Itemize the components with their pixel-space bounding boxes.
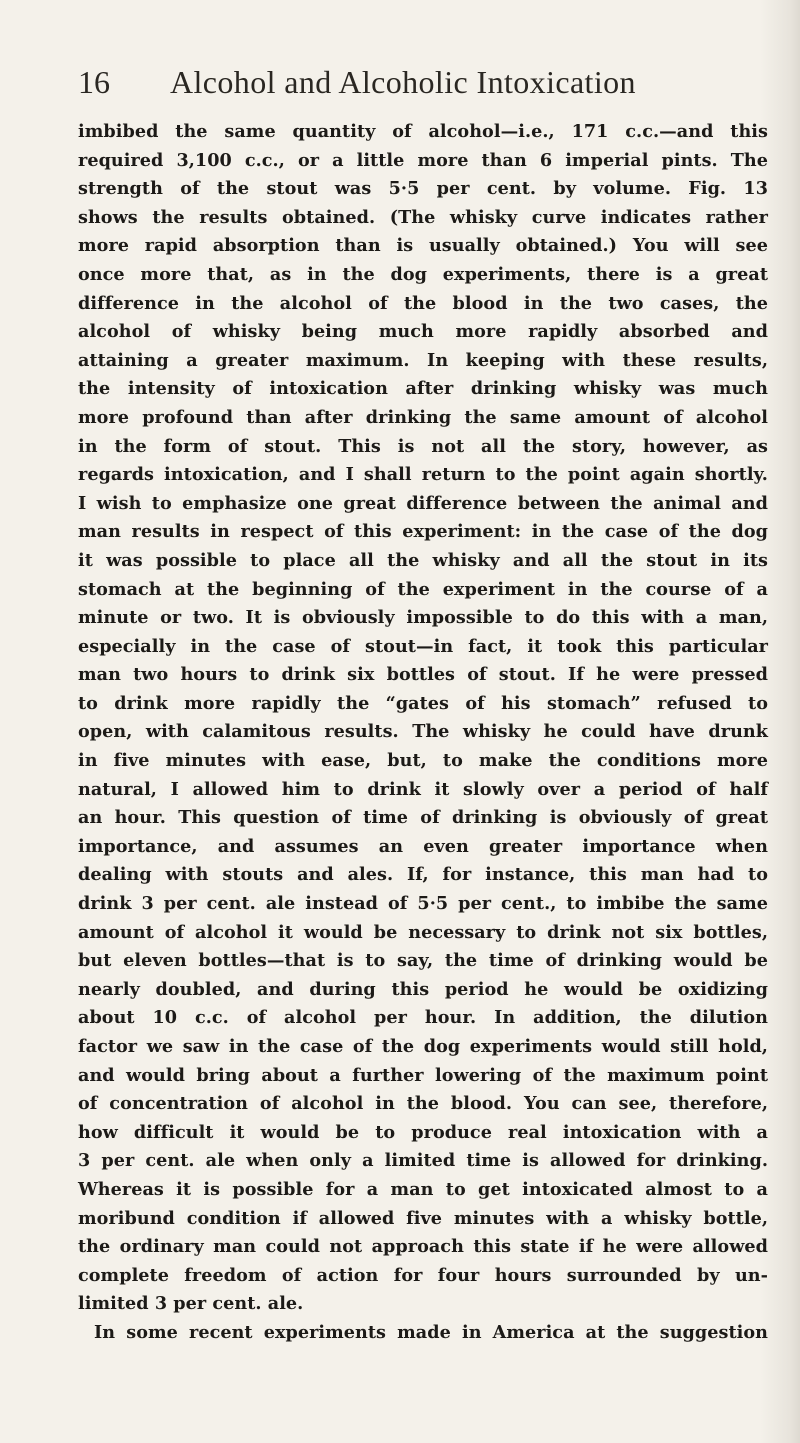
text-line: I wish to emphasize one great difference between the animal and: [78, 492, 768, 514]
text-line: difference in the alcohol of the blood in the two cases, the: [78, 292, 768, 314]
body-text: [78, 118, 768, 1348]
text-line: man two hours to drink six bottles of stout. If he were pressed: [78, 664, 768, 686]
text-line: to drink more rapidly the “gates of his stomach” refused to: [78, 692, 768, 714]
text-line: open, with calamitous results. The whisky he could have drunk: [78, 721, 768, 743]
text-line: regards intoxication, and I shall return to the point again shortly.: [78, 464, 768, 486]
page-header: [78, 62, 718, 106]
text-line: amount of alcohol it would be necessary to drink not six bottles,: [78, 921, 768, 943]
text-line: importance, and assumes an even greater importance when: [78, 835, 768, 857]
text-line: an hour. This question of time of drinking is obviously of great: [78, 807, 768, 829]
text-line: in five minutes with ease, but, to make the conditions more: [78, 750, 768, 772]
text-line: Whereas it is possible for a man to get intoxicated almost to a: [78, 1178, 768, 1200]
text-line: required 3,100 c.c., or a little more than 6 imperial pints. The: [78, 149, 768, 171]
text-line: strength of the stout was 5·5 per cent. by volume. Fig. 13: [78, 178, 768, 200]
text-line: 3 per cent. ale when only a limited time is allowed for drinking.: [78, 1150, 768, 1172]
text-line: natural, I allowed him to drink it slowly over a period of half: [78, 778, 768, 800]
text-line: how difficult it would be to produce real intoxication with a: [78, 1121, 768, 1143]
page-number: 16: [78, 64, 110, 100]
text-line: in the form of stout. This is not all the story, however, as: [78, 435, 768, 457]
text-line-paragraph-start: In some recent experiments made in America at the suggestion: [94, 1321, 768, 1343]
text-line: stomach at the beginning of the experiment in the course of a: [78, 578, 768, 600]
text-line: imbibed the same quantity of alcohol—i.e., 171 c.c.—and this: [78, 121, 768, 142]
text-line: dealing with stouts and ales. If, for instance, this man had to: [78, 864, 768, 886]
text-line: more profound than after drinking the same amount of alcohol: [78, 406, 768, 428]
text-line: the intensity of intoxication after drinking whisky was much: [78, 378, 768, 400]
text-line: shows the results obtained. (The whisky curve indicates rather: [78, 206, 768, 228]
text-line: about 10 c.c. of alcohol per hour. In addition, the dilution: [78, 1007, 768, 1029]
text-line: the ordinary man could not approach this state if he were allowed: [78, 1236, 768, 1258]
text-line: especially in the case of stout—in fact, it took this particular: [78, 635, 768, 657]
text-line: but eleven bottles—that is to say, the time of drinking would be: [78, 950, 768, 972]
text-line: complete freedom of action for four hours surrounded by un-: [78, 1264, 768, 1286]
text-line: moribund condition if allowed five minutes with a whisky bottle,: [78, 1207, 768, 1229]
text-line: alcohol of whisky being much more rapidly absorbed and: [78, 321, 768, 343]
running-title: Alcohol and Alcoholic Intoxication: [170, 64, 636, 100]
text-line: drink 3 per cent. ale instead of 5·5 per cent., to imbibe the same: [78, 893, 768, 915]
text-line-paragraph-end: limited 3 per cent. ale.: [78, 1293, 304, 1315]
text-line: it was possible to place all the whisky and all the stout in its: [78, 549, 768, 571]
text-line: more rapid absorption than is usually obtained.) You will see: [78, 235, 768, 257]
text-line: attaining a greater maximum. In keeping with these results,: [78, 349, 768, 371]
text-line: once more that, as in the dog experiments, there is a great: [78, 263, 768, 285]
text-line: man results in respect of this experiment: in the case of the dog: [78, 521, 768, 543]
text-line: minute or two. It is obviously impossible to do this with a man,: [78, 607, 768, 629]
text-line: nearly doubled, and during this period he would be oxidizing: [78, 978, 768, 1000]
text-line: factor we saw in the case of the dog experiments would still hold,: [78, 1036, 768, 1057]
text-line: of concentration of alcohol in the blood. You can see, therefore,: [78, 1093, 768, 1115]
text-line: and would bring about a further lowering of the maximum point: [78, 1064, 768, 1086]
